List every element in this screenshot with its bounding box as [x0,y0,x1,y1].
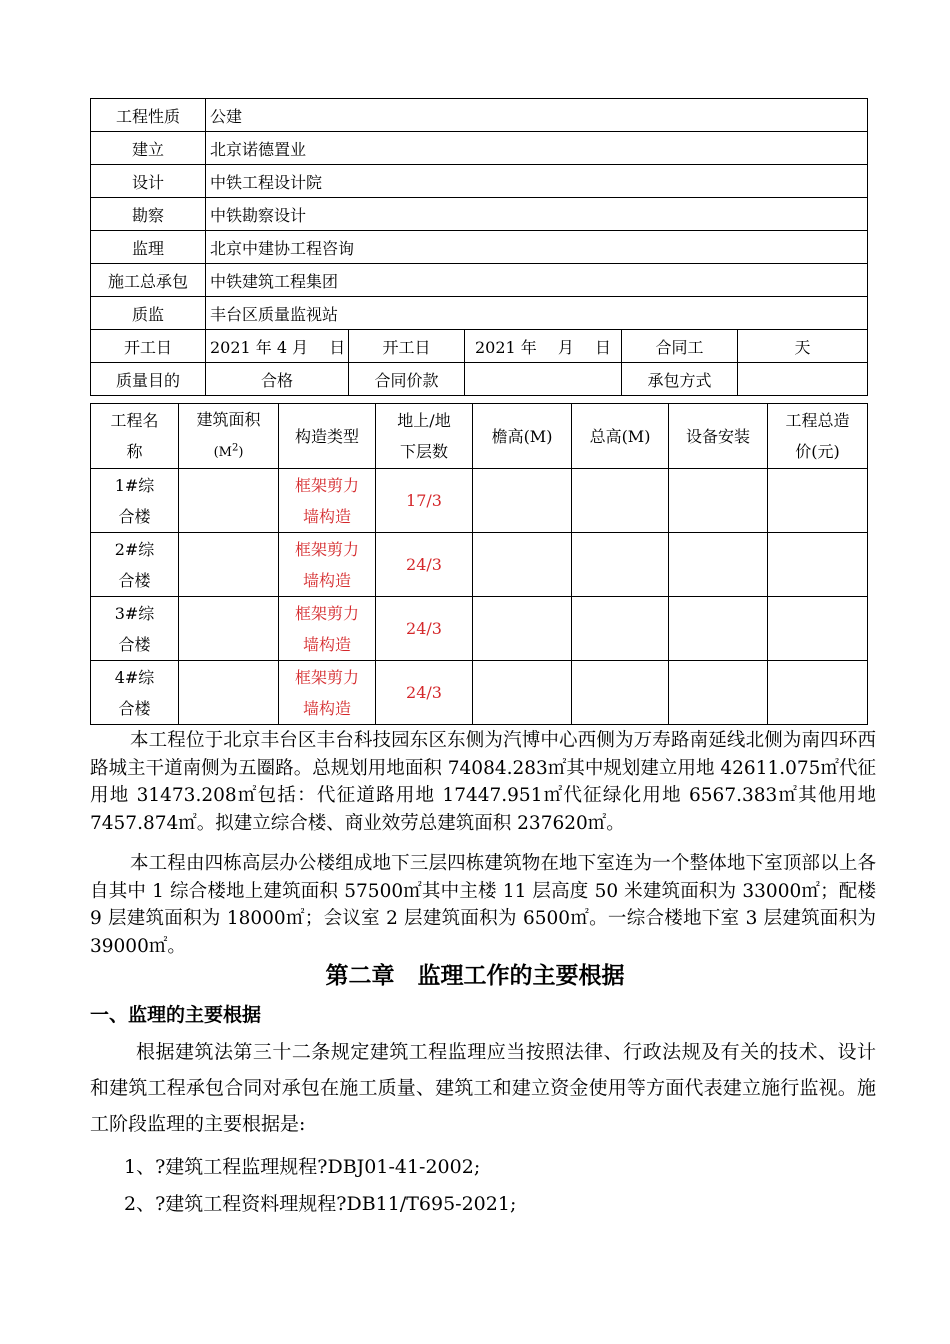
building-floors: 17/3 [376,469,473,533]
info-row [91,132,868,165]
quality-row [91,363,868,396]
info-value: 中铁勘察设计 [206,198,868,231]
building-cost [768,469,868,533]
building-structure: 框架剪力 墙构造 [279,597,376,661]
info-label: 施工总承包 [91,264,206,297]
info-row [91,198,868,231]
section-title: 一、监理的主要根据 [90,1004,262,1026]
building-structure: 框架剪力 墙构造 [279,469,376,533]
info-label: 设计 [91,165,206,198]
start-date-value: 2021 年 4 月 日 [206,330,349,363]
info-value: 丰台区质量监视站 [206,297,868,330]
info-value: 中铁工程设计院 [206,165,868,198]
table-header-row [91,404,868,469]
table-row [91,597,868,661]
building-equipment [669,661,768,725]
building-eave [473,533,572,597]
info-value: 公建 [206,99,868,132]
building-floors: 24/3 [376,533,473,597]
info-label: 工程性质 [91,99,206,132]
quality-label: 质量目的 [91,363,206,396]
start-date-value-2: 2021 年 月 日 [465,330,622,363]
building-composition-paragraph: 本工程由四栋高层办公楼组成地下三层四栋建筑物在地下室连为一个整体地下室顶部以上各自其中 1 综合楼地上建筑面积 57500㎡其中主楼 11 层高度 50 米建筑面积为 33000㎡；配楼 9 层建筑面积为 18000㎡；会议室 2 层建筑面积为 6500㎡。一综合楼地下室 3 层建筑面积为 39000㎡。 [90,853,876,957]
start-date-label-2: 开工日 [349,330,465,363]
building-height [572,661,669,725]
info-row [91,264,868,297]
header-structure-type: 构造类型 [279,404,376,469]
building-equipment [669,533,768,597]
header-equipment: 设备安装 [669,404,768,469]
basis-paragraph: 根据建筑法第三十二条规定建筑工程监理应当按照法律、行政法规及有关的技术、设计和建筑工程承包合同对承包在施工质量、建筑工和建立资金使用等方面代表建立施行监视。施工阶段监理的主要根据是: [90,1041,876,1135]
building-eave [473,661,572,725]
info-value: 北京诺德置业 [206,132,868,165]
chapter-title: 第二章 监理工作的主要根据 [325,963,625,989]
building-name: 1#综 合楼 [91,469,179,533]
building-name: 3#综 合楼 [91,597,179,661]
info-label: 质监 [91,297,206,330]
building-area [179,597,279,661]
contract-period-label: 合同工 [622,330,738,363]
list-item: 2、?建筑工程资料理规程?DB11/T695-2021; [124,1193,517,1215]
list-item: 1、?建筑工程监理规程?DBJ01-41-2002; [124,1156,481,1178]
info-value: 中铁建筑工程集团 [206,264,868,297]
building-structure: 框架剪力 墙构造 [279,661,376,725]
building-floors: 24/3 [376,597,473,661]
info-row [91,165,868,198]
building-cost [768,533,868,597]
header-project-name: 工程名 称 [91,404,179,469]
building-area [179,533,279,597]
project-info-table [90,98,868,396]
project-description-paragraph: 本工程位于北京丰台区丰台科技园东区东侧为汽博中心西侧为万寿路南延线北侧为南四环西路城主干道南侧为五圈路。总规划用地面积 74084.283㎡其中规划建立用地 42611.075㎡代征用地 31473.208㎡包括：代征道路用地 17447.951㎡代征绿化用地 6567.383㎡其他用地 7457.874㎡。拟建立综合楼、商业效劳总建筑面积 237620㎡。 [90,730,876,834]
header-floor-area: 建筑面积 $(M^2)$ [179,404,279,469]
contract-price-value [465,363,622,396]
building-table [90,403,868,725]
header-total-height: 总高(M) [572,404,669,469]
info-row [91,297,868,330]
building-area [179,661,279,725]
building-equipment [669,597,768,661]
table-row [91,661,868,725]
info-row [91,99,868,132]
building-name: 2#综 合楼 [91,533,179,597]
header-eave-height: 檐高(M) [473,404,572,469]
building-structure: 框架剪力 墙构造 [279,533,376,597]
building-height [572,597,669,661]
quality-value: 合格 [206,363,349,396]
info-label: 勘察 [91,198,206,231]
start-date-label: 开工日 [91,330,206,363]
building-equipment [669,469,768,533]
table-row [91,469,868,533]
building-cost [768,661,868,725]
header-floors: 地上/地 下层数 [376,404,473,469]
building-height [572,469,669,533]
building-height [572,533,669,597]
building-area [179,469,279,533]
contract-method-label: 承包方式 [622,363,738,396]
building-cost [768,597,868,661]
info-value: 北京中建协工程咨询 [206,231,868,264]
building-name: 4#综 合楼 [91,661,179,725]
contract-method-value [738,363,868,396]
contract-period-value: 天 [738,330,868,363]
contract-price-label: 合同价款 [349,363,465,396]
building-floors: 24/3 [376,661,473,725]
info-label: 监理 [91,231,206,264]
building-eave [473,597,572,661]
building-eave [473,469,572,533]
info-label: 建立 [91,132,206,165]
header-total-cost: 工程总造 价(元) [768,404,868,469]
table-row [91,533,868,597]
date-row [91,330,868,363]
info-row [91,231,868,264]
